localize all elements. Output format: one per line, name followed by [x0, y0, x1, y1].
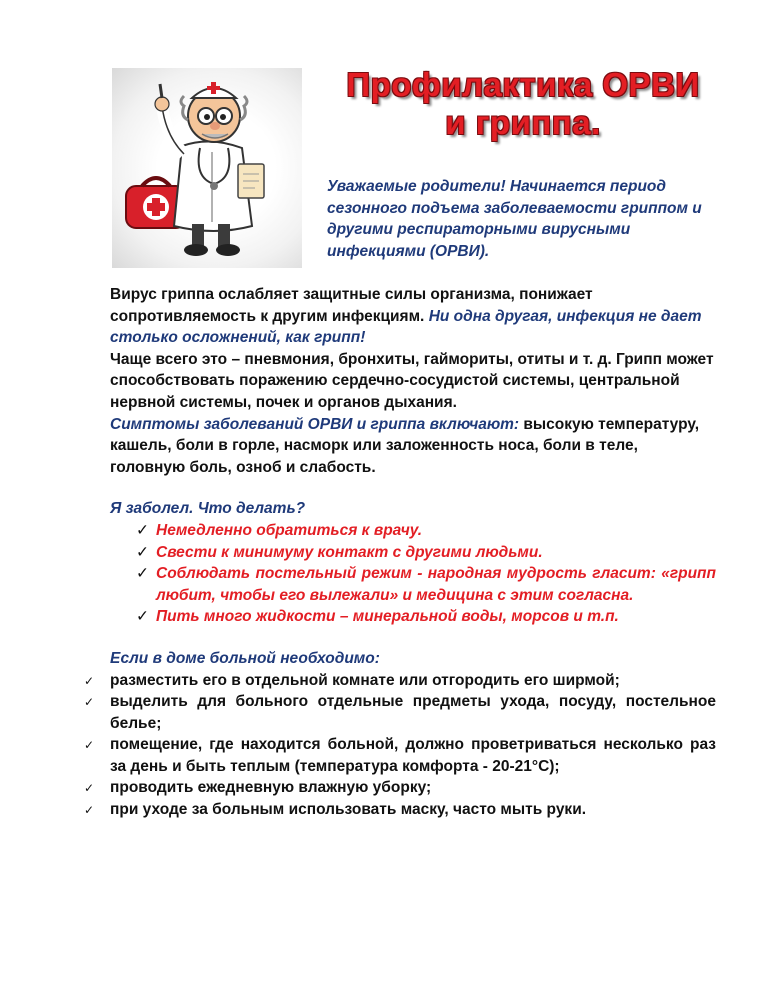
- check-icon: ✓: [136, 608, 149, 626]
- list-item: ✓ Свести к минимуму контакт с другими людьми.: [136, 542, 716, 564]
- list-item: ✓ Соблюдать постельный режим - народная мудрость гласит: «грипп любит, чтобы его вылежали» и медицина с этим согласна.: [136, 565, 716, 604]
- symptoms-text: высокую температуру, кашель, боли в горле, насморк или заложенность носа, боли в теле, головную боль, озноб и слабость.: [110, 415, 700, 476]
- check-icon: ✓: [136, 543, 149, 561]
- home-section-heading: Если в доме больной необходимо:: [110, 649, 380, 667]
- sick-actions-list: [110, 520, 716, 628]
- list-item: ✓ помещение, где находится больной, должно проветриваться несколько раз за день и быть теплым (температура комфорта - 20-21°С);: [84, 736, 716, 775]
- doctor-illustration: [112, 68, 302, 268]
- list-item: ✓ разместить его в отдельной комнате или отгородить его ширмой;: [110, 670, 716, 692]
- title-line-2: и гриппа.: [445, 104, 601, 141]
- check-icon: ✓: [84, 695, 95, 710]
- paragraph-symptoms: [110, 414, 716, 479]
- page-title: [318, 66, 728, 142]
- paragraph-virus: [110, 284, 716, 349]
- list-item: ✓ выделить для больного отдельные предметы ухода, посуду, постельное белье;: [84, 693, 716, 732]
- paragraph-complications: Чаще всего это – пневмония, бронхиты, гаймориты, отиты и т. д. Грипп может способствовать поражению сердечно-сосудистой системы, центральной нервной системы, почек и органов дыхания.: [110, 350, 714, 411]
- check-icon: ✓: [84, 673, 95, 688]
- list-item: ✓ при уходе за больным использовать маску, часто мыть руки.: [110, 799, 716, 821]
- intro-paragraph: Уважаемые родители! Начинается период сезонного подъема заболеваемости гриппом и другими респираторными вирусными инфекциями (ОРВИ).: [327, 178, 702, 260]
- check-icon: ✓: [136, 521, 149, 539]
- list-item: ✓ Немедленно обратиться к врачу.: [136, 520, 716, 542]
- paragraph-virus-text: Вирус гриппа ослабляет защитные силы организма, понижает сопротивляемость к другим инфекциям.: [110, 286, 593, 325]
- check-icon: ✓: [136, 565, 149, 583]
- symptoms-label: Симптомы заболеваний ОРВИ и гриппа включают:: [110, 415, 520, 433]
- list-item: ✓ Пить много жидкости – минеральной воды, морсов и т.п.: [136, 606, 716, 628]
- check-icon: ✓: [84, 738, 95, 753]
- sick-section-heading: Я заболел. Что делать?: [110, 500, 306, 518]
- list-item: ✓ проводить ежедневную влажную уборку;: [110, 777, 716, 799]
- title-line-1: Профилактика ОРВИ: [346, 66, 700, 103]
- paragraph-virus-emphasis: Ни одна другая, инфекция не дает столько осложнений, как грипп!: [110, 307, 702, 347]
- check-icon: ✓: [84, 803, 95, 818]
- home-care-list: [84, 670, 716, 821]
- body-text: [84, 284, 716, 821]
- check-icon: ✓: [84, 781, 95, 796]
- doctor-cartoon-icon: [112, 68, 302, 268]
